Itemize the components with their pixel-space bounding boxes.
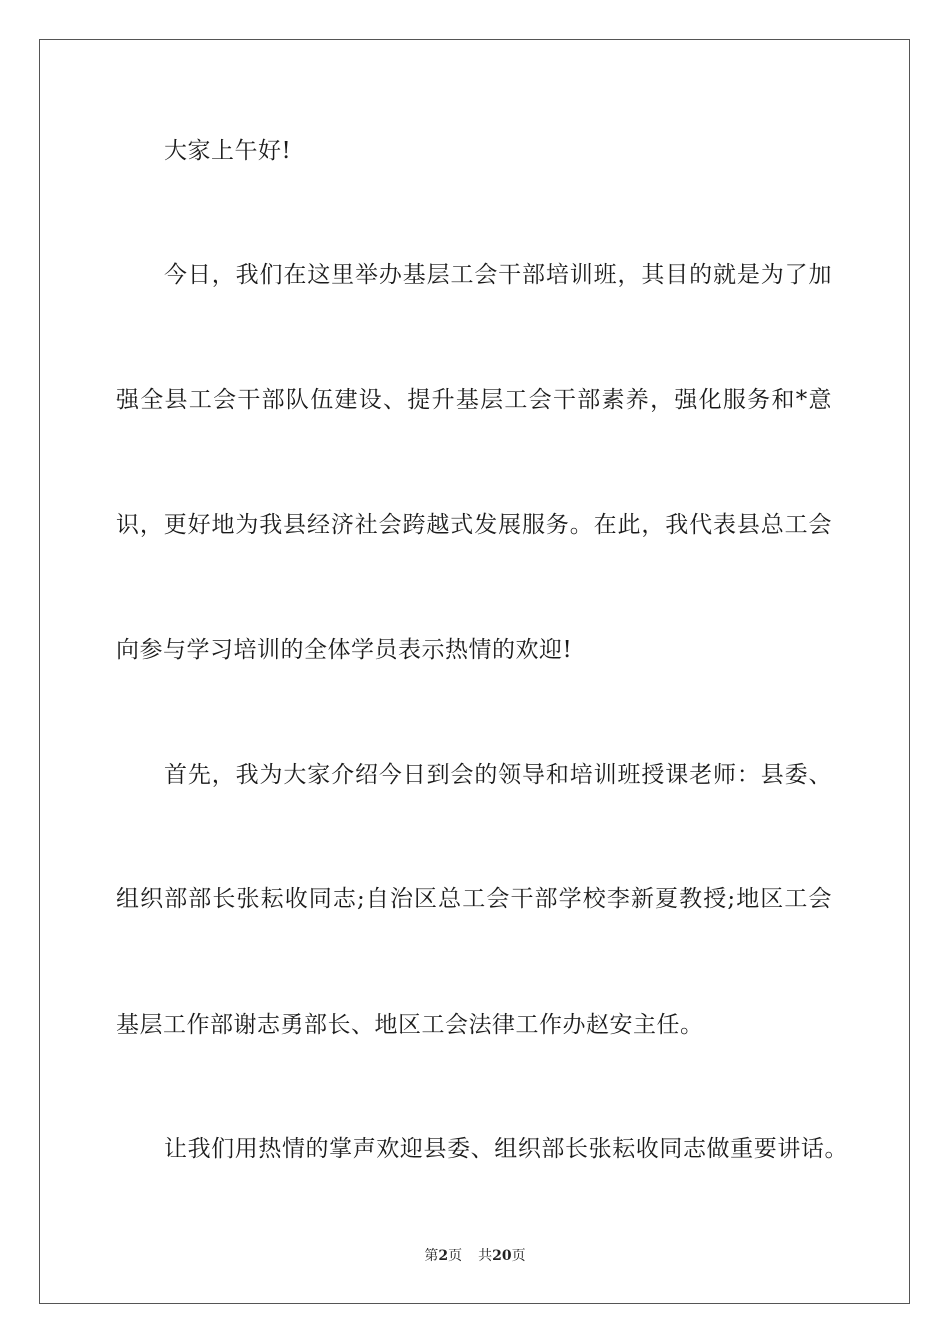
page-footer — [0, 1247, 950, 1265]
total-prefix: 共 — [478, 1248, 493, 1264]
greeting-line: 大家上午好! — [164, 138, 292, 164]
page-suffix: 页 — [448, 1248, 463, 1264]
page-prefix: 第 — [424, 1248, 439, 1264]
total-suffix: 页 — [511, 1248, 526, 1264]
paragraph-1-line-3: 识，更好地为我县经济社会跨越式发展服务。在此，我代表县总工会 — [116, 512, 832, 538]
paragraph-1-line-4: 向参与学习培训的全体学员表示热情的欢迎! — [116, 637, 573, 663]
paragraph-2-line-3: 基层工作部谢志勇部长、地区工会法律工作办赵安主任。 — [116, 1012, 704, 1038]
paragraph-1-line-1: 今日，我们在这里举办基层工会干部培训班，其目的就是为了加 — [164, 262, 832, 288]
paragraph-1-line-2: 强全县工会干部队伍建设、提升基层工会干部素养，强化服务和*意 — [116, 387, 832, 413]
page-border — [39, 39, 910, 1304]
page-number: 2 — [438, 1248, 449, 1264]
paragraph-3-line-1: 让我们用热情的掌声欢迎县委、组织部长张耘收同志做重要讲话。 — [164, 1136, 848, 1162]
paragraph-2-line-1: 首先，我为大家介绍今日到会的领导和培训班授课老师：县委、 — [164, 762, 832, 788]
paragraph-2-line-2: 组织部部长张耘收同志;自治区总工会干部学校李新夏教授;地区工会 — [116, 886, 832, 912]
total-pages: 20 — [492, 1248, 512, 1264]
